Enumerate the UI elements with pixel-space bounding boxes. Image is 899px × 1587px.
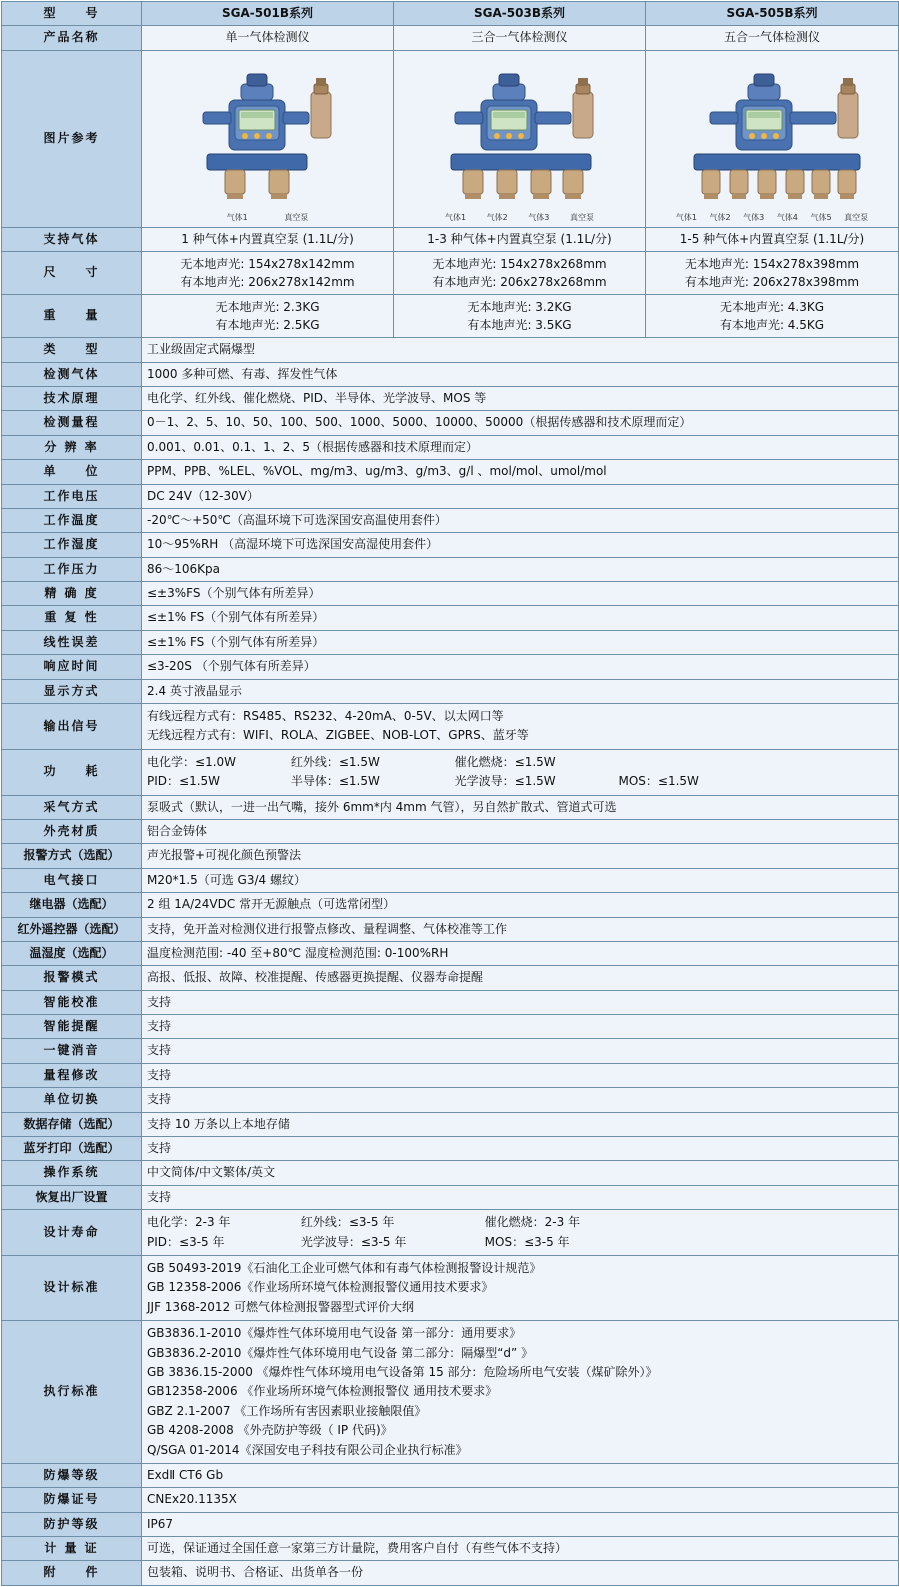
design-life-line1	[147, 1213, 893, 1232]
row-label-protection-grade: 防护等级	[2, 1512, 142, 1536]
table-row-size	[2, 252, 899, 295]
electrical-interface-value: M20*1.5（可选 G3/4 螺纹）	[142, 868, 899, 892]
row-label-detect-gas: 检测气体	[2, 362, 142, 386]
row-label-product-name: 产品名称	[2, 26, 142, 50]
table-row-unit	[2, 460, 899, 484]
data-storage-opt-value: 支持 10 万条以上本地存储	[142, 1112, 899, 1136]
row-label-support-gas: 支持气体	[2, 227, 142, 251]
alarm-mode-value: 高报、低报、故障、校准提醒、传感器更换提醒、仪器寿命提醒	[142, 966, 899, 990]
design-life-echem	[147, 1214, 297, 1231]
product-image-1	[142, 50, 394, 227]
power-item-ir	[291, 754, 451, 771]
table-row-metering-cert	[2, 1537, 899, 1561]
design-life-optical-key: 光学波导：	[300, 1234, 361, 1249]
row-label-work-pressure: 工作压力	[2, 557, 142, 581]
spec-sheet	[0, 1, 899, 1586]
row-label-smart-calibration: 智能校准	[2, 990, 142, 1014]
design-standard-line1: GB 50493-2019《石油化工企业可燃气体和有毒气体检测报警设计规范》	[147, 1261, 542, 1275]
power-item-semicon-value: ≤1.5W	[338, 774, 380, 789]
product-name-1: 单一气体检测仪	[142, 26, 394, 50]
support-gas-2: 1-3 种气体+内置真空泵 (1.1L/分)	[394, 227, 646, 251]
image-captions-3	[651, 212, 893, 224]
caption-3-2: 气体3	[743, 213, 765, 223]
power-item-cata	[455, 754, 556, 771]
smart-remind-value: 支持	[142, 1015, 899, 1039]
table-row-smart-calibration	[2, 990, 899, 1014]
table-row-ir-remote-opt	[2, 917, 899, 941]
row-label-model: 型 号	[2, 2, 142, 26]
weight-1-line1: 无本地声光: 2.3KG	[215, 300, 320, 315]
sampling-value: 泵吸式（默认，一进一出气嘴，接外 6mm*内 4mm 气管），另自然扩散式、管道式可选	[142, 795, 899, 819]
table-row-unit-switch	[2, 1088, 899, 1112]
weight-2-line2: 有本地声光: 3.5KG	[467, 318, 572, 333]
power-item-mos-key: MOS：	[618, 774, 658, 789]
row-label-sampling: 采气方式	[2, 795, 142, 819]
detect-range-value: 0－1、2、5、10、50、100、500、1000、5000、10000、50000（根据传感器和技术原理而定）	[142, 411, 899, 435]
table-row-resolution	[2, 435, 899, 459]
table-row-model	[2, 2, 899, 26]
design-life-ir-key: 红外线：	[300, 1215, 349, 1230]
image-captions-2	[399, 212, 640, 224]
work-voltage-value: DC 24V（12-30V）	[142, 484, 899, 508]
size-3-line1: 无本地声光: 154x278x398mm	[684, 257, 860, 272]
size-1-line1: 无本地声光: 154x278x142mm	[180, 257, 355, 272]
tech-principle-value: 电化学、红外线、催化燃烧、PID、半导体、光学波导、MOS 等	[142, 386, 899, 410]
caption-3-1: 气体2	[709, 213, 731, 223]
work-humidity-value: 10～95%RH （高湿环境下可选深国安高湿使用套件）	[142, 533, 899, 557]
caption-1-1: 真空泵	[284, 213, 309, 223]
row-label-type: 类 型	[2, 338, 142, 362]
row-label-ir-remote-opt: 红外遥控器（选配）	[2, 917, 142, 941]
product-image-2	[394, 50, 646, 227]
weight-3-line2: 有本地声光: 4.5KG	[719, 318, 825, 333]
power-item-echem-value: ≤1.0W	[195, 754, 237, 769]
table-row-support-gas	[2, 227, 899, 251]
table-row-ex-grade	[2, 1463, 899, 1487]
table-row-bluetooth-print-opt	[2, 1137, 899, 1161]
table-row-alarm-mode	[2, 966, 899, 990]
model-column-1: SGA-501B系列	[142, 2, 394, 26]
design-life-pid-key: PID：	[147, 1234, 180, 1249]
power-item-echem	[147, 754, 287, 771]
table-row-tech-principle	[2, 386, 899, 410]
caption-1-0: 气体1	[226, 213, 248, 223]
power-item-optical-key: 光学波导：	[454, 774, 515, 789]
weight-3-line1: 无本地声光: 4.3KG	[719, 300, 825, 315]
table-row-accessories	[2, 1561, 899, 1585]
row-label-smart-remind: 智能提醒	[2, 1015, 142, 1039]
design-life-pid-value: ≤3-5 年	[179, 1234, 225, 1249]
table-row-display	[2, 679, 899, 703]
caption-3-5: 真空泵	[844, 213, 869, 223]
support-gas-3: 1-5 种气体+内置真空泵 (1.1L/分)	[646, 227, 899, 251]
table-row-range-modify	[2, 1063, 899, 1087]
power-item-ir-value: ≤1.5W	[338, 754, 380, 769]
size-1-line2: 有本地声光: 206x278x142mm	[180, 275, 355, 290]
factory-reset-value: 支持	[142, 1185, 899, 1209]
accessories-value: 包装箱、说明书、合格证、出货单各一份	[142, 1561, 899, 1585]
size-2	[394, 252, 646, 295]
row-label-work-voltage: 工作电压	[2, 484, 142, 508]
design-life-value	[142, 1210, 899, 1256]
caption-2-3: 真空泵	[569, 213, 594, 223]
product-image-3	[646, 50, 899, 227]
row-label-output-signal: 输出信号	[2, 704, 142, 750]
weight-1	[142, 295, 394, 338]
row-label-detect-range: 检测量程	[2, 411, 142, 435]
design-life-ir	[301, 1214, 481, 1231]
power-item-optical-value: ≤1.5W	[514, 774, 556, 789]
row-label-design-standard: 设计标准	[2, 1256, 142, 1321]
row-label-accuracy: 精 确 度	[2, 582, 142, 606]
power-item-semicon	[291, 773, 451, 790]
table-row-data-storage-opt	[2, 1112, 899, 1136]
row-label-work-temp: 工作温度	[2, 508, 142, 532]
caption-2-2: 气体3	[528, 213, 550, 223]
support-gas-1: 1 种气体+内置真空泵 (1.1L/分)	[142, 227, 394, 251]
exec-standard-line7: Q/SGA 01-2014《深国安电子科技有限公司企业执行标准》	[147, 1442, 468, 1457]
size-2-line1: 无本地声光: 154x278x268mm	[432, 257, 607, 272]
one-key-mute-value: 支持	[142, 1039, 899, 1063]
shell-material-value: 铝合金铸体	[142, 819, 899, 843]
row-label-temp-humi-opt: 温湿度（选配）	[2, 941, 142, 965]
design-life-line2	[147, 1233, 893, 1252]
row-label-work-humidity: 工作湿度	[2, 533, 142, 557]
table-row-design-life	[2, 1210, 899, 1256]
row-label-accessories: 附 件	[2, 1561, 142, 1585]
row-label-power: 功 耗	[2, 749, 142, 795]
row-label-design-life: 设计寿命	[2, 1210, 142, 1256]
table-row-factory-reset	[2, 1185, 899, 1209]
protection-grade-value: IP67	[142, 1512, 899, 1536]
row-label-unit: 单 位	[2, 460, 142, 484]
weight-1-line2: 有本地声光: 2.5KG	[215, 318, 320, 333]
size-2-line2: 有本地声光: 206x278x268mm	[432, 275, 607, 290]
row-label-response-time: 响应时间	[2, 655, 142, 679]
row-label-image-reference: 图片参考	[2, 50, 142, 227]
repeatability-value: ≤±1% FS（个别气体有所差异）	[142, 606, 899, 630]
exec-standard-line5: GBZ 2.1-2007 《工作场所有害因素职业接触限值》	[147, 1403, 427, 1418]
output-signal-line2: 无线远程方式有：WIFI、ROLA、ZIGBEE、NOB-LOT、GPRS、蓝牙等	[147, 728, 529, 743]
row-label-bluetooth-print-opt: 蓝牙打印（选配）	[2, 1137, 142, 1161]
product-name-3: 五合一气体检测仪	[646, 26, 899, 50]
power-item-mos-value: ≤1.5W	[657, 774, 699, 789]
row-label-weight: 重 量	[2, 295, 142, 338]
caption-3-4: 气体5	[810, 213, 832, 223]
resolution-value: 0.001、0.01、0.1、1、2、5（根据传感器和技术原理而定）	[142, 435, 899, 459]
row-label-relay-opt: 继电器（选配）	[2, 893, 142, 917]
exec-standard-line6: GB 4208-2008 《外壳防护等级（ IP 代码)》	[147, 1423, 393, 1438]
row-label-exec-standard: 执行标准	[2, 1321, 142, 1464]
exec-standard-line3: GB 3836.15-2000 《爆炸性气体环境用电气设备第 15 部分：危险场所电气安装（煤矿除外）》	[147, 1364, 658, 1379]
design-life-cata-key: 催化燃烧：	[484, 1215, 545, 1230]
row-label-one-key-mute: 一键消音	[2, 1039, 142, 1063]
design-standard-line3: JJF 1368-2012 可燃气体检测报警器型式评价大纲	[147, 1299, 415, 1314]
design-life-cata	[485, 1214, 580, 1231]
table-row-accuracy	[2, 582, 899, 606]
table-row-response-time	[2, 655, 899, 679]
table-row-product-name	[2, 26, 899, 50]
table-row-one-key-mute	[2, 1039, 899, 1063]
caption-3-0: 气体1	[675, 213, 697, 223]
detector-illustration-1	[163, 54, 373, 206]
table-row-power	[2, 749, 899, 795]
work-temp-value: -20℃～+50℃（高温环境下可选深国安高温使用套件）	[142, 508, 899, 532]
row-label-tech-principle: 技术原理	[2, 386, 142, 410]
design-life-ir-value: ≤3-5 年	[348, 1215, 395, 1230]
row-label-shell-material: 外壳材质	[2, 819, 142, 843]
table-row-work-pressure	[2, 557, 899, 581]
caption-3-3: 气体4	[776, 213, 798, 223]
row-label-resolution: 分 辨 率	[2, 435, 142, 459]
work-pressure-value: 86～106Kpa	[142, 557, 899, 581]
design-life-mos-value: ≤3-5 年	[524, 1234, 570, 1249]
display-value: 2.4 英寸液晶显示	[142, 679, 899, 703]
design-life-echem-value: 2-3 年	[195, 1215, 231, 1230]
row-label-repeatability: 重 复 性	[2, 606, 142, 630]
size-3	[646, 252, 899, 295]
design-life-mos	[485, 1234, 570, 1251]
row-label-metering-cert: 计 量 证	[2, 1537, 142, 1561]
bluetooth-print-opt-value: 支持	[142, 1137, 899, 1161]
exec-standard-line2: GB3836.2-2010《爆炸性气体环境用电气设备 第二部分：隔爆型“d” 》	[147, 1345, 534, 1360]
design-life-mos-key: MOS：	[484, 1234, 525, 1249]
temp-humi-opt-value: 温度检测范围: -40 至+80℃ 湿度检测范围: 0-100%RH	[142, 941, 899, 965]
table-row-protection-grade	[2, 1512, 899, 1536]
metering-cert-value: 可选，保证通过全国任意一家第三方计量院，费用客户自付（有些气体不支持）	[142, 1537, 899, 1561]
row-label-data-storage-opt: 数据存储（选配）	[2, 1112, 142, 1136]
row-label-ex-cert-no: 防爆证号	[2, 1488, 142, 1512]
exec-standard-line4: GB12358-2006 《作业场所环境气体检测报警仪 通用技术要求》	[147, 1384, 498, 1399]
table-row-image-reference	[2, 50, 899, 227]
power-item-ir-key: 红外线：	[290, 754, 339, 769]
design-standard-line2: GB 12358-2006《作业场所环境气体检测报警仪通用技术要求》	[147, 1280, 494, 1295]
weight-2-line1: 无本地声光: 3.2KG	[467, 300, 572, 315]
design-life-optical-value: ≤3-5 年	[360, 1234, 407, 1249]
table-row-os	[2, 1161, 899, 1185]
table-row-weight	[2, 295, 899, 338]
power-item-echem-key: 电化学：	[147, 754, 196, 769]
design-life-echem-key: 电化学：	[147, 1215, 196, 1230]
model-column-2: SGA-503B系列	[394, 2, 646, 26]
specification-table	[1, 1, 899, 1586]
row-label-linear-error: 线性误差	[2, 630, 142, 654]
detector-illustration-3	[652, 54, 892, 206]
type-value: 工业级固定式隔爆型	[142, 338, 899, 362]
exec-standard-value	[142, 1321, 899, 1464]
design-life-cata-value: 2-3 年	[544, 1215, 581, 1230]
exec-standard-line1: GB3836.1-2010《爆炸性气体环境用电气设备 第一部分：通用要求》	[147, 1326, 522, 1341]
table-row-linear-error	[2, 630, 899, 654]
table-row-type	[2, 338, 899, 362]
table-row-work-temp	[2, 508, 899, 532]
unit-value: PPM、PPB、%LEL、%VOL、mg/m3、ug/m3、g/m3、g/l 、mol/mol、umol/mol	[142, 460, 899, 484]
table-row-sampling	[2, 795, 899, 819]
power-item-pid-key: PID：	[147, 774, 180, 789]
row-label-alarm-mode-opt: 报警方式（选配）	[2, 844, 142, 868]
unit-switch-value: 支持	[142, 1088, 899, 1112]
table-row-design-standard	[2, 1256, 899, 1321]
table-row-exec-standard	[2, 1321, 899, 1464]
detector-illustration-2	[405, 54, 635, 206]
power-item-optical	[455, 773, 615, 790]
row-label-size: 尺 寸	[2, 252, 142, 295]
power-line2	[147, 772, 893, 791]
table-row-electrical-interface	[2, 868, 899, 892]
row-label-electrical-interface: 电气接口	[2, 868, 142, 892]
table-row-repeatability	[2, 606, 899, 630]
caption-2-0: 气体1	[445, 213, 467, 223]
power-item-mos	[618, 773, 698, 790]
table-row-smart-remind	[2, 1015, 899, 1039]
ex-cert-no-value: CNEx20.1135X	[142, 1488, 899, 1512]
table-row-output-signal	[2, 704, 899, 750]
table-row-temp-humi-opt	[2, 941, 899, 965]
table-row-relay-opt	[2, 893, 899, 917]
power-line1	[147, 753, 893, 772]
design-life-pid	[147, 1234, 297, 1251]
weight-2	[394, 295, 646, 338]
relay-opt-value: 2 组 1A/24VDC 常开无源触点（可选常闭型）	[142, 893, 899, 917]
smart-calibration-value: 支持	[142, 990, 899, 1014]
accuracy-value: ≤±3%FS（个别气体有所差异）	[142, 582, 899, 606]
detect-gas-value: 1000 多种可燃、有毒、挥发性气体	[142, 362, 899, 386]
table-row-shell-material	[2, 819, 899, 843]
image-captions-1	[147, 212, 388, 224]
power-item-pid	[147, 773, 287, 790]
product-name-2: 三合一气体检测仪	[394, 26, 646, 50]
weight-3	[646, 295, 899, 338]
table-row-work-humidity	[2, 533, 899, 557]
model-column-3: SGA-505B系列	[646, 2, 899, 26]
row-label-display: 显示方式	[2, 679, 142, 703]
table-row-ex-cert-no	[2, 1488, 899, 1512]
power-value	[142, 749, 899, 795]
ex-grade-value: ExdⅡ CT6 Gb	[142, 1463, 899, 1487]
response-time-value: ≤3-20S （个别气体有所差异）	[142, 655, 899, 679]
design-standard-value	[142, 1256, 899, 1321]
row-label-unit-switch: 单位切换	[2, 1088, 142, 1112]
power-item-semicon-key: 半导体：	[290, 774, 339, 789]
power-item-cata-key: 催化燃烧：	[454, 754, 515, 769]
row-label-range-modify: 量程修改	[2, 1063, 142, 1087]
linear-error-value: ≤±1% FS（个别气体有所差异）	[142, 630, 899, 654]
output-signal-line1: 有线远程方式有：RS485、RS232、4-20mA、0-5V、以太网口等	[147, 709, 504, 724]
output-signal-value	[142, 704, 899, 750]
row-label-factory-reset: 恢复出厂设置	[2, 1185, 142, 1209]
power-item-pid-value: ≤1.5W	[179, 774, 221, 789]
power-item-cata-value: ≤1.5W	[514, 754, 556, 769]
alarm-mode-opt-value: 声光报警+可视化颜色预警法	[142, 844, 899, 868]
design-life-optical	[301, 1234, 481, 1251]
size-3-line2: 有本地声光: 206x278x398mm	[684, 275, 860, 290]
range-modify-value: 支持	[142, 1063, 899, 1087]
table-row-work-voltage	[2, 484, 899, 508]
row-label-os: 操作系统	[2, 1161, 142, 1185]
caption-2-1: 气体2	[486, 213, 508, 223]
row-label-alarm-mode: 报警模式	[2, 966, 142, 990]
size-1	[142, 252, 394, 295]
table-row-alarm-mode-opt	[2, 844, 899, 868]
os-value: 中文简体/中文繁体/英文	[142, 1161, 899, 1185]
table-row-detect-range	[2, 411, 899, 435]
ir-remote-opt-value: 支持，免开盖对检测仪进行报警点修改、量程调整、气体校准等工作	[142, 917, 899, 941]
table-row-detect-gas	[2, 362, 899, 386]
row-label-ex-grade: 防爆等级	[2, 1463, 142, 1487]
